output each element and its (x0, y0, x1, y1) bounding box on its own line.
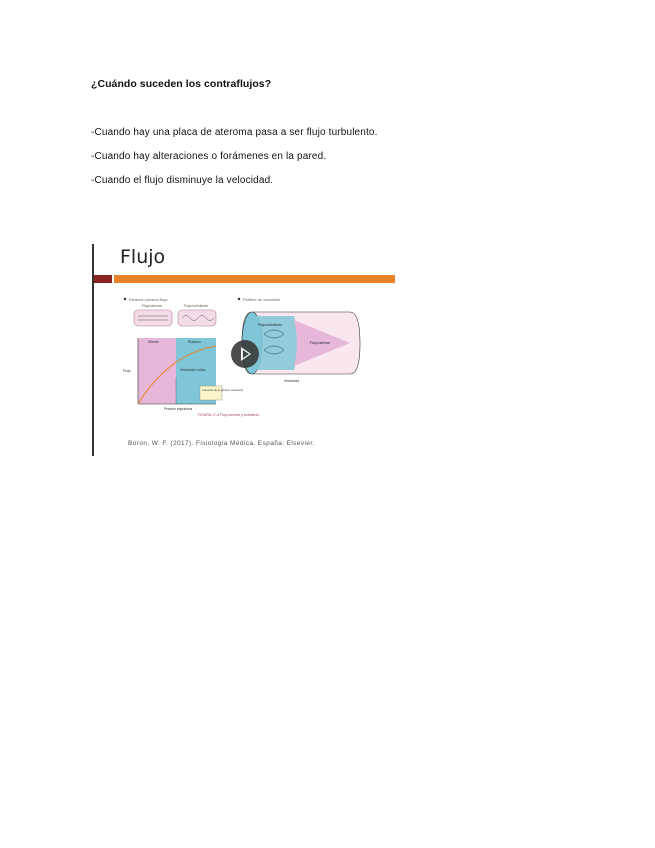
laminar-box-label: Flujo laminar (142, 304, 163, 308)
critical-velocity-label: Velocidad crítica (180, 368, 206, 372)
turbulent-box-label: Flujo turbulento (184, 304, 209, 308)
figure-footer: FIGURA 17-4 Flujo laminar y turbulento. (198, 413, 261, 417)
slide-accent-bar-orange (114, 275, 395, 283)
flow-axis-label: Flujo (123, 369, 131, 373)
turbulent-tube (178, 310, 216, 326)
core-laminar-label: Flujo laminar (310, 341, 331, 345)
embedded-slide-video[interactable] (92, 244, 400, 456)
region-turbulent-label: Ruidoso (188, 340, 201, 344)
slide-title: Flujo (120, 246, 166, 268)
note-label: Aumento de la presión necesaria (202, 388, 243, 392)
laminar-tube (134, 310, 172, 326)
slide-accent-bar-red (94, 275, 112, 283)
section-heading: ¿Cuándo suceden los contraflujos? (91, 78, 272, 90)
bullet-line-1: -Cuando hay una placa de ateroma pasa a ser flujo turbulento. (91, 127, 378, 138)
core-turbulent-label: Flujo turbulento (258, 323, 283, 327)
velocity-axis-label: Velocidad (284, 379, 300, 383)
panel-a-label: Relación presión-flujo (129, 297, 168, 302)
pressure-axis-label: Presión impulsora (164, 407, 193, 411)
laminar-region (138, 338, 176, 404)
bullet-line-3: -Cuando el flujo disminuye la velocidad. (91, 175, 274, 186)
play-icon (241, 347, 251, 361)
panel-b-bullet (238, 298, 240, 300)
bullet-line-2: -Cuando hay alteraciones o forámenes en la pared. (91, 151, 327, 162)
region-laminar-label: Silente (148, 340, 159, 344)
panel-a-bullet (124, 298, 126, 300)
video-play-button[interactable] (231, 340, 259, 368)
slide-citation: Boron, W. F. (2017). Fisiología Médica. España: Elsevier. (128, 440, 315, 447)
panel-b-label: Perfiles de velocidad (243, 297, 280, 302)
